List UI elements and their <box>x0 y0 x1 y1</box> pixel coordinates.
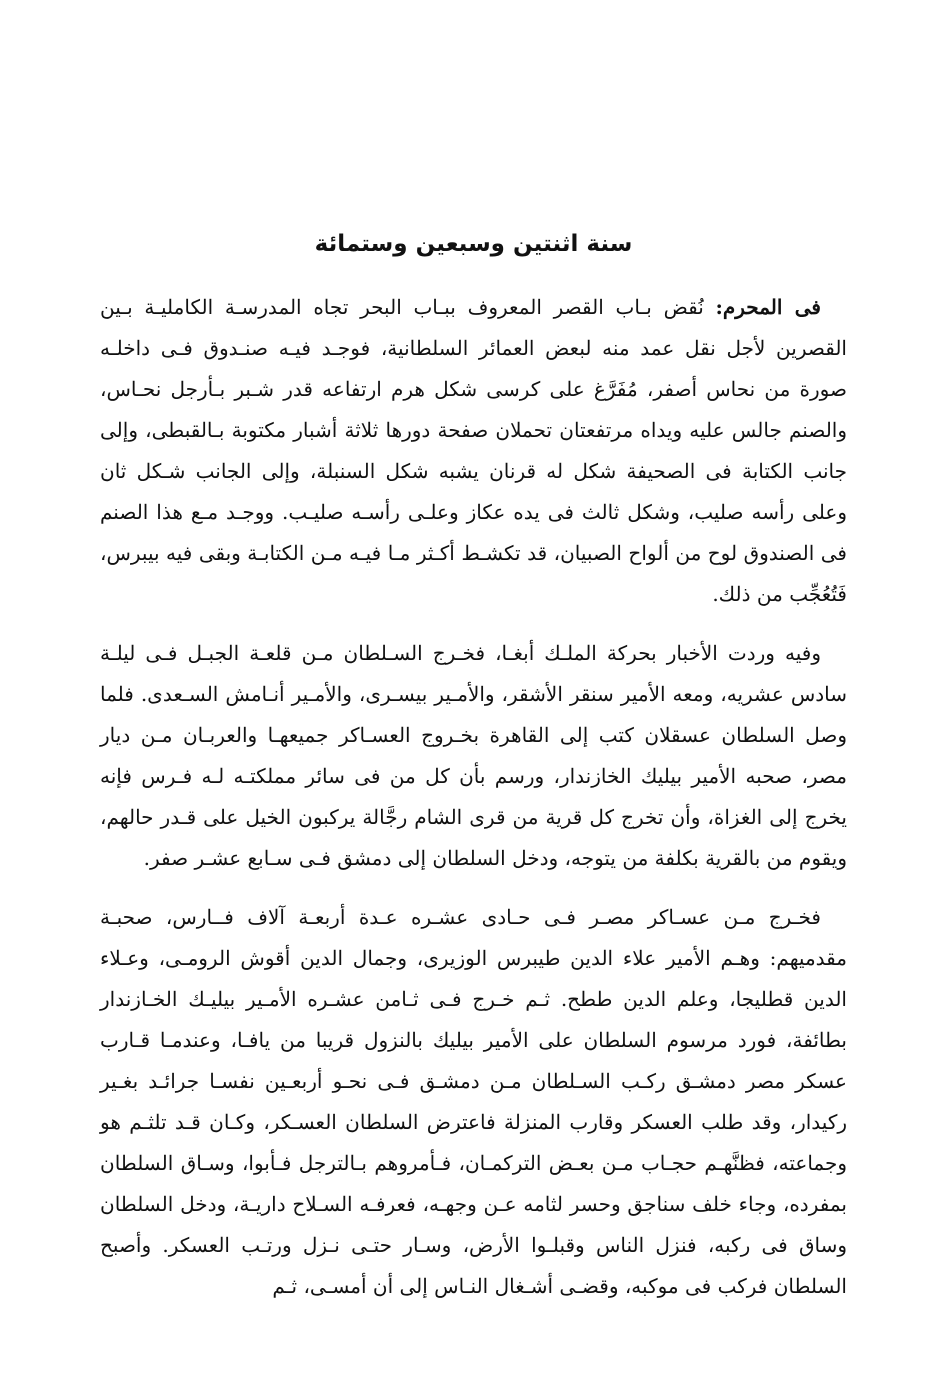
paragraph-text: فخـرج مـن عسـاكر مصـر فـى حـادى عشـره عـدة أربعـة آلاف فــارس، صحبـة مقدميهم: وهـم الأمير علاء الدين طيبرس الوزيرى، وجمال الدين أقوش الرومـى، وعـلاء الدين قطليجا، وعلم الدين ططح. ثـم خـرج فـى ثـامن عشـره الأمـير بيليـك الخـازندار بطائفة، فورد مرسوم السلطان على الأمير بيليك بالنزول قريبا من يافـا، وعندمـا قـارب عسكر مصر دمشـق ركـب السـلطان مـن دمشـق فـى نحـو أربعـين نفسـا جرائـد بغـير ركيدار، وقد طلب العسكر وقارب المنزلة فاعترض السلطان العسـكر، وكـان قـد تلثـم هو وجماعته، فظنَّهـم حجـاب مـن بعـض التركمـان، فـأمروهم بـالترجل فـأبوا، وسـاق السلطان بمفرده، وجاء خلف سناجق وحسر لثامه عـن وجهـه، فعرفـه السـلاح داريـة، ودخل السلطان وساق فى ركبه، فنزل الناس وقبلـوا الأرض، وسـار حتـى نـزل ورتـب العسكر. وأصبح السلطان فركب فى موكبه، وقضـى أشـغال النـاس إلى أن أمسـى، ثـم <box>100 905 847 1298</box>
paragraph-news <box>100 633 847 879</box>
paragraph-lead: فى المحرم: <box>715 295 821 319</box>
paragraph-text: نُقض بـاب القصر المعروف ببـاب البحر تجاه المدرسـة الكامليـة بـين القصرين لأجل نقل عمد منه لبعض العمائر السلطانية، فوجـد فيـه صنـدوق فـى داخلـه صورة من نحاس أصفر، مُفَرَّغ على كرسى شكل هرم ارتفاعه قدر شـبر بـأرجل نحـاس، والصنم جالس عليه ويداه مرتفعتان تحملان صفحة دورها ثلاثة أشبار مكتوبة بـالقبطى، وإلى جانب الكتابة فى الصحيفة شكل له قرنان يشبه شكل السنبلة، وإلى الجانب شـكل ثان وعلى رأسه صليب، وشكل ثالث فى يده عكاز وعلـى رأسـه صليـب. ووجـد مـع هذا الصنم فى الصندوق لوح من ألواح الصبيان، قد تكشـط أكـثر مـا فيـه مـن الكتابـة وبقى فيه بيبرس، فَتُعُجِّب من ذلك. <box>100 295 847 606</box>
body-text <box>100 287 847 1307</box>
section-title: سنة اثنتين وسبعين وستمائة <box>314 231 633 257</box>
paragraph-text: وفيه وردت الأخبار بحركة الملـك أبغـا، فخـرج السـلطان مـن قلعـة الجبـل فـى ليلـة سادس عشريه، ومعه الأمير سنقر الأشقر، والأمـير بيسـرى، والأمـير أنـامش السـعدى. فلما وصل السلطان عسقلان كتب إلى القاهرة بخـروج العسـاكر جميعهـا والعربـان مـن ديار مصر، صحبه الأمير بيليك الخازندار، ورسم بأن كل من فى سائر مملكتـه لـه فـرس فإنه يخرج إلى الغزاة، وأن تخرج كل قرية من قرى الشام رجَّالة يركبون الخيل على قـدر حالهم، ويقوم من بالقرية بكلفة من يتوجه، ودخل السلطان إلى دمشق فـى سـابع عشـر صفر. <box>100 641 847 870</box>
paragraph-armies <box>100 897 847 1307</box>
paragraph-muharram <box>100 287 847 615</box>
